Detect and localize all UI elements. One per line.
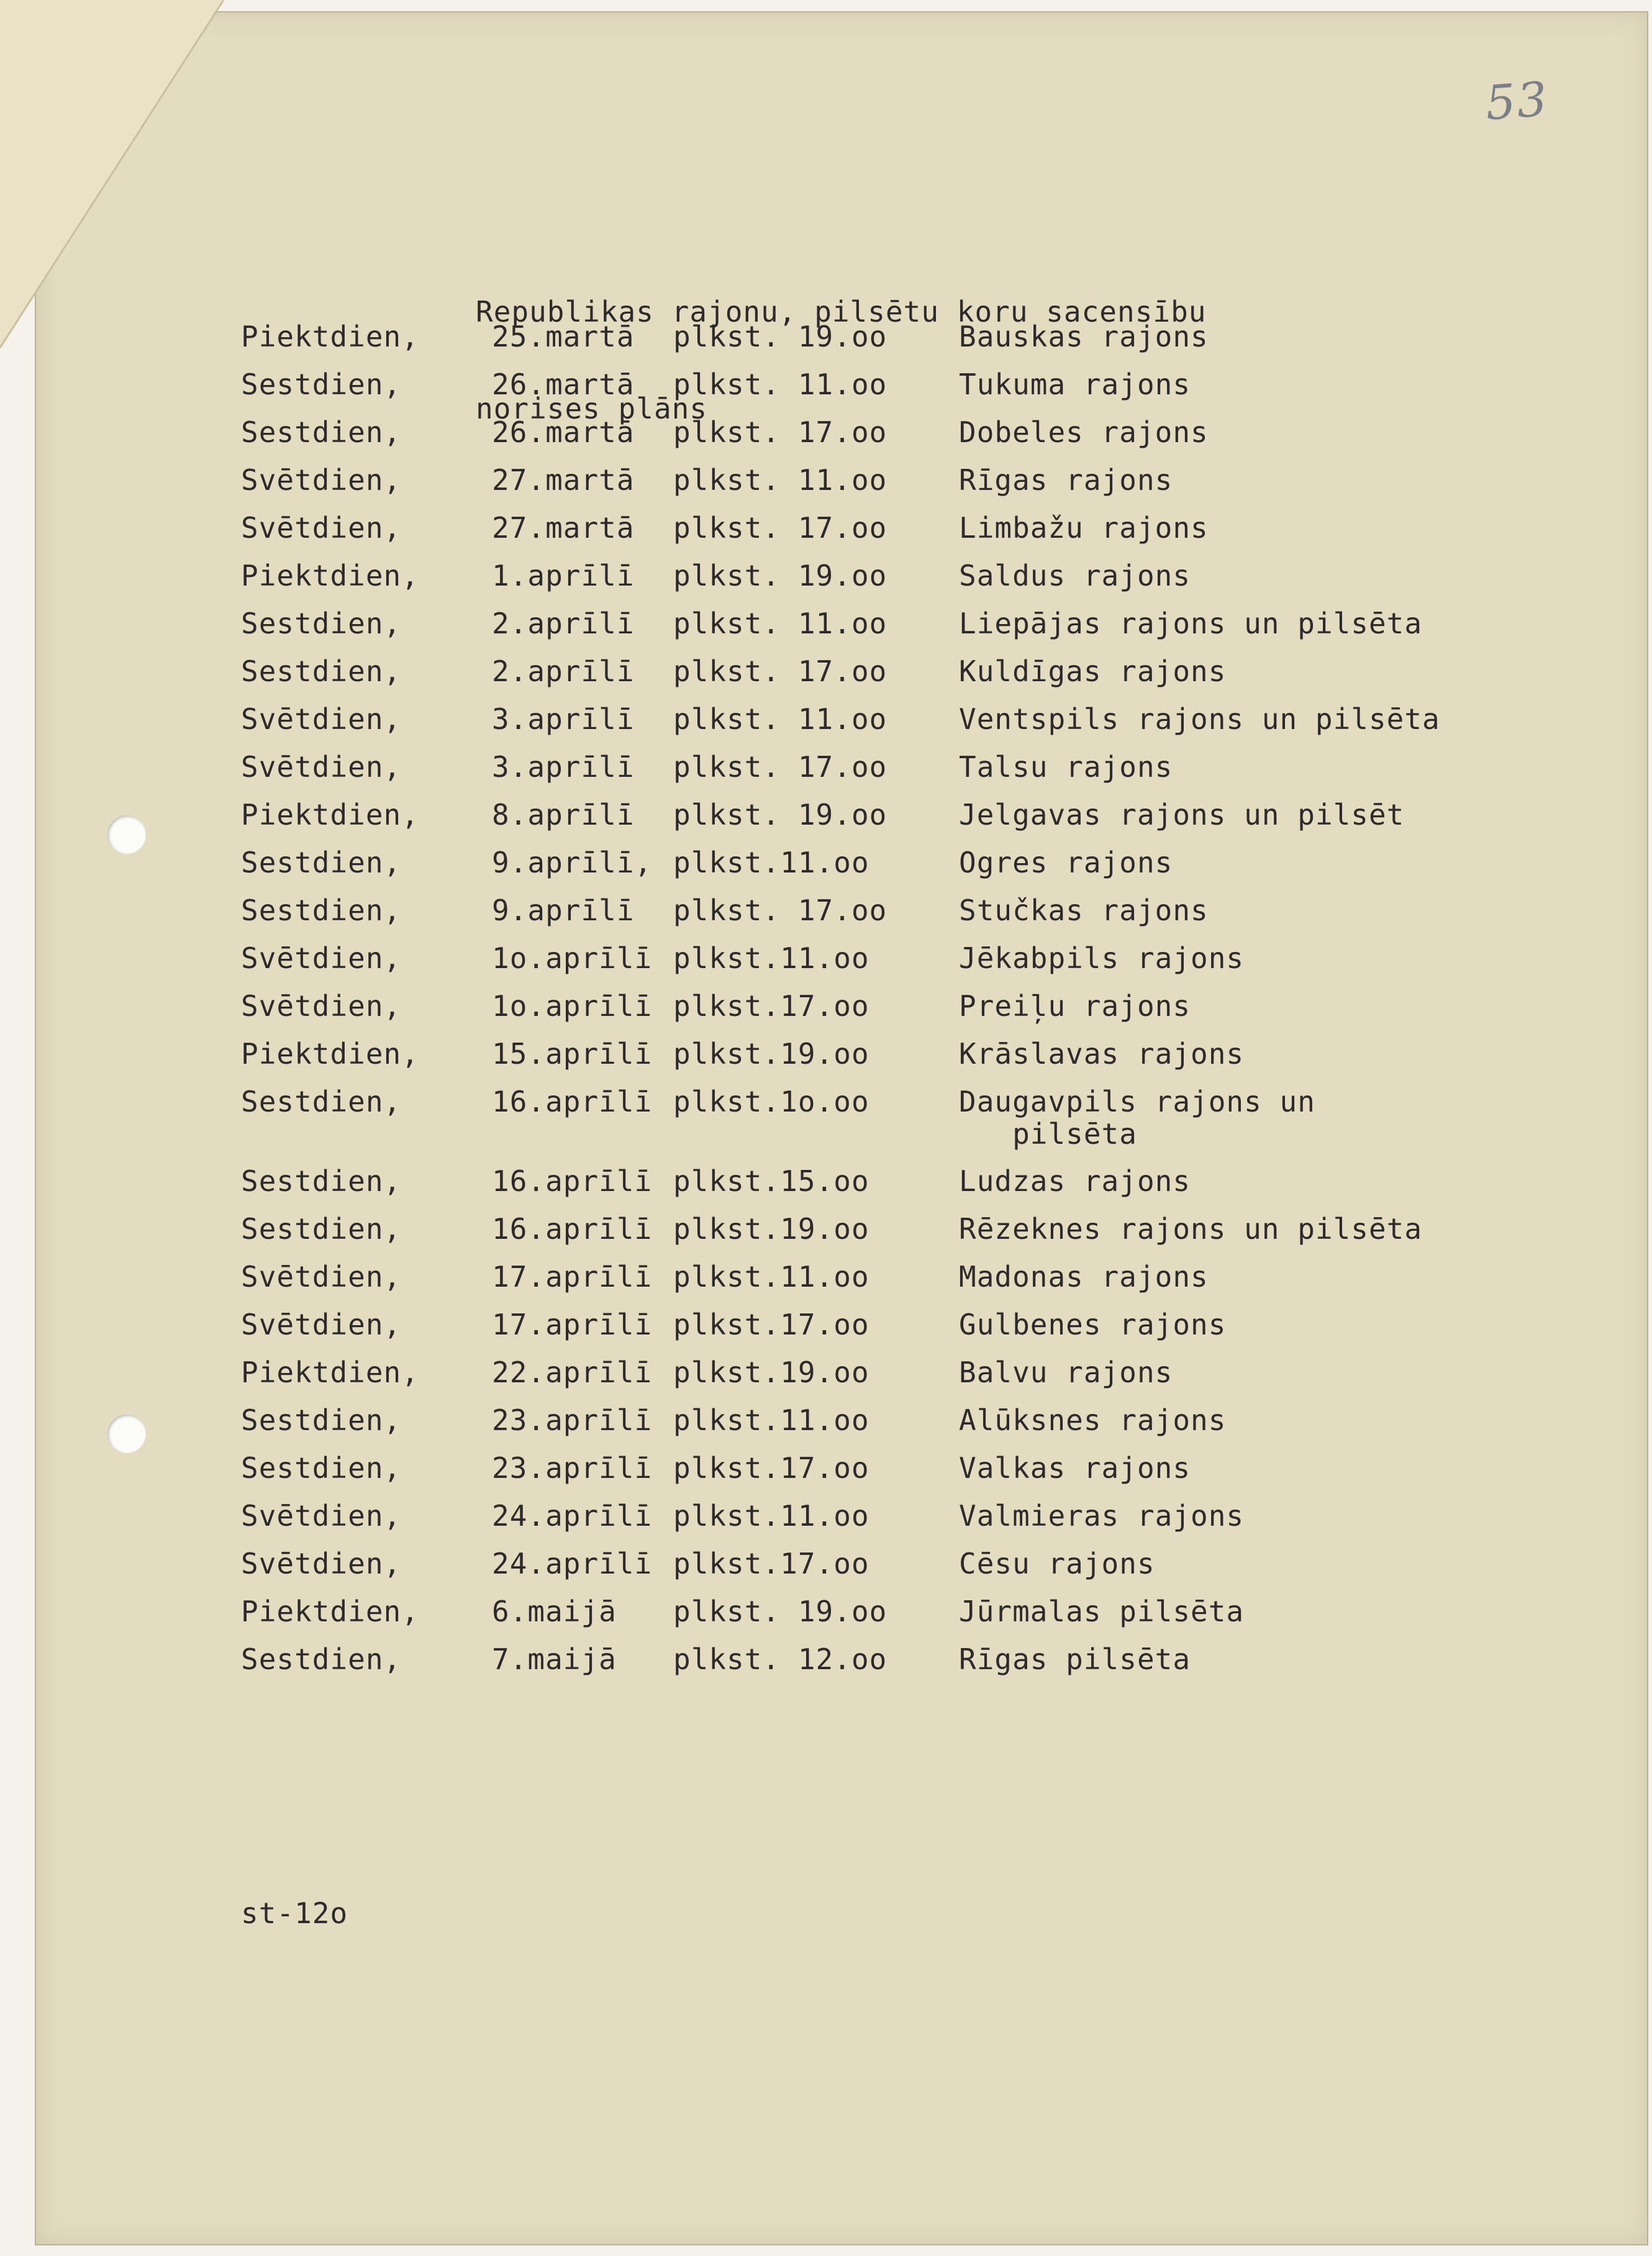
region-cell: Kuldīgas rajons (959, 655, 1227, 688)
time-cell: plkst. 12.oo (673, 1642, 887, 1676)
time-cell: plkst. 17.oo (673, 415, 887, 449)
date-cell: 23.aprīlī (492, 1403, 653, 1437)
date-cell: 7.maijā (492, 1642, 617, 1676)
day-cell: Sestdien, (241, 1164, 402, 1198)
region-cell: Jēkabpils rajons (959, 941, 1245, 975)
day-cell: Svētdien, (241, 1308, 402, 1341)
region-cell: Valmieras rajons (959, 1499, 1245, 1533)
region-cell: Ventspils rajons un pilsēta (959, 702, 1440, 736)
date-cell: 2.aprīlī (492, 607, 635, 640)
time-cell: plkst. 11.oo (673, 607, 887, 640)
day-cell: Sestdien, (241, 1451, 402, 1485)
date-cell: 2.aprīlī (492, 655, 635, 688)
day-cell: Sestdien, (241, 368, 402, 401)
schedule-row (241, 846, 1533, 894)
day-cell: Sestdien, (241, 1642, 402, 1676)
date-cell: 26.martā (492, 368, 635, 401)
date-cell: 16.aprīlī (492, 1212, 653, 1246)
region-cell: Cēsu rajons (959, 1547, 1155, 1580)
region-cell: Madonas rajons (959, 1260, 1209, 1293)
schedule-row (241, 559, 1533, 607)
time-cell: plkst.11.oo (673, 846, 869, 879)
schedule-table (241, 320, 1533, 1691)
schedule-row (241, 464, 1533, 512)
date-cell: 9.aprīlī, (492, 846, 653, 879)
date-cell: 3.aprīlī (492, 750, 635, 784)
footer-code: st-12o (241, 1896, 348, 1930)
region-cell: Saldus rajons (959, 559, 1191, 592)
schedule-row (241, 1165, 1533, 1213)
date-cell: 24.aprīlī (492, 1547, 653, 1580)
day-cell: Sestdien, (241, 415, 402, 449)
time-cell: plkst. 11.oo (673, 463, 887, 497)
time-cell: plkst. 17.oo (673, 655, 887, 688)
day-cell: Piektdien, (241, 1356, 419, 1389)
region-cell: Preiļu rajons (959, 989, 1191, 1023)
region-cell: Dobeles rajons (959, 415, 1209, 449)
day-cell: Sestdien, (241, 894, 402, 927)
time-cell: plkst.11.oo (673, 941, 869, 975)
region-cell: Jelgavas rajons un pilsēt (959, 798, 1405, 831)
punch-hole-lower (107, 1415, 146, 1453)
schedule-row (241, 320, 1533, 368)
day-cell: Piektdien, (241, 1037, 419, 1071)
region-cell: Rīgas pilsēta (959, 1642, 1191, 1676)
schedule-row (241, 1500, 1533, 1547)
schedule-row (241, 1547, 1533, 1595)
region-cell: Rīgas rajons (959, 463, 1173, 497)
time-cell: plkst.11.oo (673, 1403, 869, 1437)
time-cell: plkst. 11.oo (673, 702, 887, 736)
time-cell: plkst.1o.oo (673, 1085, 869, 1118)
date-cell: 9.aprīlī (492, 894, 635, 927)
region-cell: Bauskas rajons (959, 320, 1209, 353)
title-line-2: norises plāns (476, 392, 708, 425)
time-cell: plkst.19.oo (673, 1356, 869, 1389)
region-cell: Balvu rajons (959, 1356, 1173, 1389)
day-cell: Svētdien, (241, 511, 402, 545)
schedule-row (241, 607, 1533, 655)
region-cell: Limbažu rajons (959, 511, 1209, 545)
day-cell: Sestdien, (241, 1212, 402, 1246)
date-cell: 1o.aprīlī (492, 989, 653, 1023)
time-cell: plkst.17.oo (673, 989, 869, 1023)
region-cell: Stučkas rajons (959, 894, 1209, 927)
region-cell: Rēzeknes rajons un pilsēta (959, 1212, 1423, 1246)
time-cell: plkst.17.oo (673, 1451, 869, 1485)
region-cell: Alūksnes rajons (959, 1403, 1227, 1437)
day-cell: Sestdien, (241, 1085, 402, 1118)
punch-hole-upper (107, 815, 146, 854)
schedule-row (241, 990, 1533, 1038)
time-cell: plkst.19.oo (673, 1212, 869, 1246)
day-cell: Sestdien, (241, 846, 402, 879)
schedule-row (241, 1038, 1533, 1085)
date-cell: 27.martā (492, 511, 635, 545)
region-cell: Jūrmalas pilsēta (959, 1595, 1245, 1628)
day-cell: Svētdien, (241, 702, 402, 736)
time-cell: plkst.19.oo (673, 1037, 869, 1071)
date-cell: 23.aprīlī (492, 1451, 653, 1485)
date-cell: 25.martā (492, 320, 635, 353)
time-cell: plkst. 11.oo (673, 368, 887, 401)
title-line-1: Republikas rajonu, pilsētu koru sacensību (476, 295, 1207, 328)
region-cell: Liepājas rajons un pilsēta (959, 607, 1423, 640)
region-cell: Daugavpils rajons un pilsēta (959, 1085, 1315, 1151)
date-cell: 16.aprīlī (492, 1085, 653, 1118)
time-cell: plkst. 17.oo (673, 750, 887, 784)
schedule-row (241, 368, 1533, 416)
schedule-row (241, 512, 1533, 559)
region-cell: Talsu rajons (959, 750, 1173, 784)
schedule-row (241, 894, 1533, 942)
date-cell: 17.aprīlī (492, 1308, 653, 1341)
region-cell: Tukuma rajons (959, 368, 1191, 401)
day-cell: Svētdien, (241, 941, 402, 975)
schedule-row (241, 942, 1533, 990)
day-cell: Piektdien, (241, 559, 419, 592)
date-cell: 1o.aprīlī (492, 941, 653, 975)
time-cell: plkst. 19.oo (673, 1595, 887, 1628)
schedule-row (241, 655, 1533, 703)
day-cell: Svētdien, (241, 1260, 402, 1293)
schedule-row (241, 751, 1533, 799)
region-cell: Krāslavas rajons (959, 1037, 1245, 1071)
day-cell: Svētdien, (241, 750, 402, 784)
day-cell: Piektdien, (241, 798, 419, 831)
schedule-row (241, 1261, 1533, 1308)
schedule-row (241, 1595, 1533, 1643)
date-cell: 1.aprīlī (492, 559, 635, 592)
date-cell: 8.aprīlī (492, 798, 635, 831)
day-cell: Svētdien, (241, 989, 402, 1023)
time-cell: plkst. 19.oo (673, 559, 887, 592)
date-cell: 6.maijā (492, 1595, 617, 1628)
schedule-row (241, 1452, 1533, 1500)
day-cell: Sestdien, (241, 607, 402, 640)
time-cell: plkst. 19.oo (673, 320, 887, 353)
time-cell: plkst.15.oo (673, 1164, 869, 1198)
time-cell: plkst.17.oo (673, 1547, 869, 1580)
schedule-row (241, 799, 1533, 846)
day-cell: Svētdien, (241, 463, 402, 497)
time-cell: plkst. 19.oo (673, 798, 887, 831)
day-cell: Sestdien, (241, 655, 402, 688)
day-cell: Piektdien, (241, 320, 419, 353)
date-cell: 26.martā (492, 415, 635, 449)
schedule-row (241, 703, 1533, 751)
schedule-row (241, 1356, 1533, 1404)
day-cell: Sestdien, (241, 1403, 402, 1437)
schedule-row (241, 1213, 1533, 1261)
schedule-row (241, 1085, 1533, 1165)
date-cell: 22.aprīlī (492, 1356, 653, 1389)
region-cell: Ludzas rajons (959, 1164, 1191, 1198)
date-cell: 17.aprīlī (492, 1260, 653, 1293)
region-cell: Ogres rajons (959, 846, 1173, 879)
day-cell: Svētdien, (241, 1547, 402, 1580)
page-number: 53 (1484, 71, 1550, 131)
date-cell: 16.aprīlī (492, 1164, 653, 1198)
date-cell: 24.aprīlī (492, 1499, 653, 1533)
region-cell: Valkas rajons (959, 1451, 1191, 1485)
day-cell: Svētdien, (241, 1499, 402, 1533)
time-cell: plkst. 17.oo (673, 894, 887, 927)
time-cell: plkst.17.oo (673, 1308, 869, 1341)
date-cell: 3.aprīlī (492, 702, 635, 736)
day-cell: Piektdien, (241, 1595, 419, 1628)
time-cell: plkst.11.oo (673, 1499, 869, 1533)
date-cell: 27.martā (492, 463, 635, 497)
time-cell: plkst.11.oo (673, 1260, 869, 1293)
region-cell: Gulbenes rajons (959, 1308, 1227, 1341)
time-cell: plkst. 17.oo (673, 511, 887, 545)
date-cell: 15.aprīlī (492, 1037, 653, 1071)
schedule-row (241, 1643, 1533, 1691)
schedule-row (241, 416, 1533, 464)
schedule-row (241, 1308, 1533, 1356)
schedule-row (241, 1404, 1533, 1452)
